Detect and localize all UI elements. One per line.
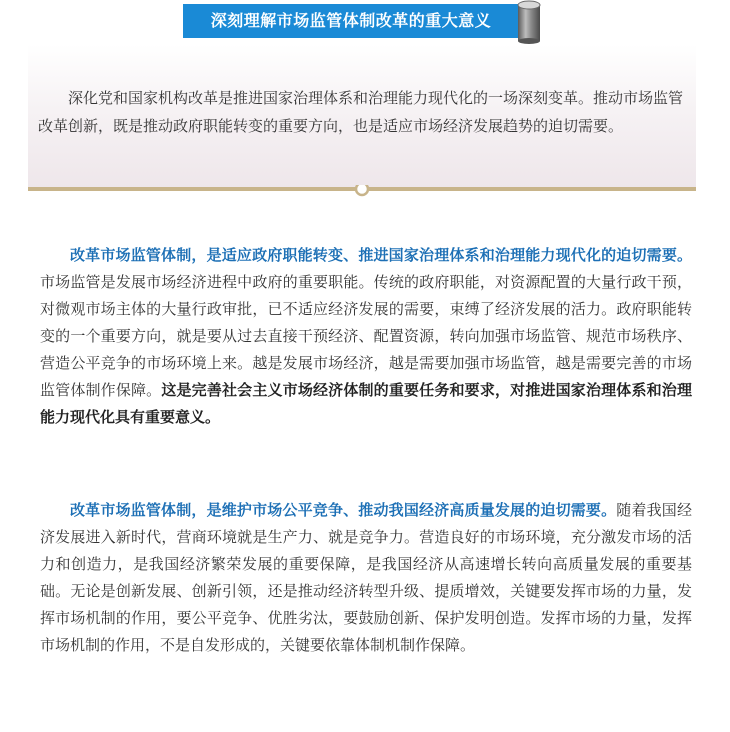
section-divider (28, 185, 696, 197)
paragraph-1-tail: 这是完善社会主义市场经济体制的重要任务和要求，对推进国家治理体系和治理能力现代化具有重要意义。 (40, 381, 692, 426)
intro-paragraph: 深化党和国家机构改革是推进国家治理体系和治理能力现代化的一场深刻变革。推动市场监管改革创新，既是推动政府职能转变的重要方向，也是适应市场经济发展趋势的迫切需要。 (38, 89, 684, 135)
paragraph-1 (40, 242, 692, 431)
paragraph-1-lead: 改革市场监管体制，是适应政府职能转变、推进国家治理体系和治理能力现代化的迫切需要。 (70, 246, 692, 264)
paragraph-1-body: 市场监管是发展市场经济进程中政府的重要职能。传统的政府职能，对资源配置的大量行政干预，对微观市场主体的大量行政审批，已不适应经济发展的需要，束缚了经济发展的活力。政府职能转变的一个重要方向，就是要从过去直接干预经济、配置资源，转向加强市场监管、规范市场秩序、营造公平竞争的市场环境上来。越是发展市场经济，越是需要加强市场监管，越是需要完善的市场监管体制作保障。 (40, 273, 692, 399)
paragraph-2 (40, 497, 692, 659)
paragraph-2-body: 随着我国经济发展进入新时代，营商环境就是生产力、就是竞争力。营造良好的市场环境，充分激发市场的活力和创造力，是我国经济繁荣发展的重要保障，是我国经济从高速增长转向高质量发展的重要基础。无论是创新发展、创新引领，还是推动经济转型升级、提质增效，关键要发挥市场的力量，发挥市场机制的作用，要公平竞争、优胜劣汰，要鼓励创新、保护发明创造。发挥市场的力量，发挥市场机制的作用，不是自发形成的，关键要依靠体制机制作保障。 (40, 501, 692, 654)
scroll-roll-icon (516, 0, 543, 44)
page-title: 深刻理解市场监管体制改革的重大意义 (183, 4, 519, 38)
paragraph-2-lead: 改革市场监管体制，是维护市场公平竞争、推动我国经济高质量发展的迫切需要。 (70, 501, 617, 519)
